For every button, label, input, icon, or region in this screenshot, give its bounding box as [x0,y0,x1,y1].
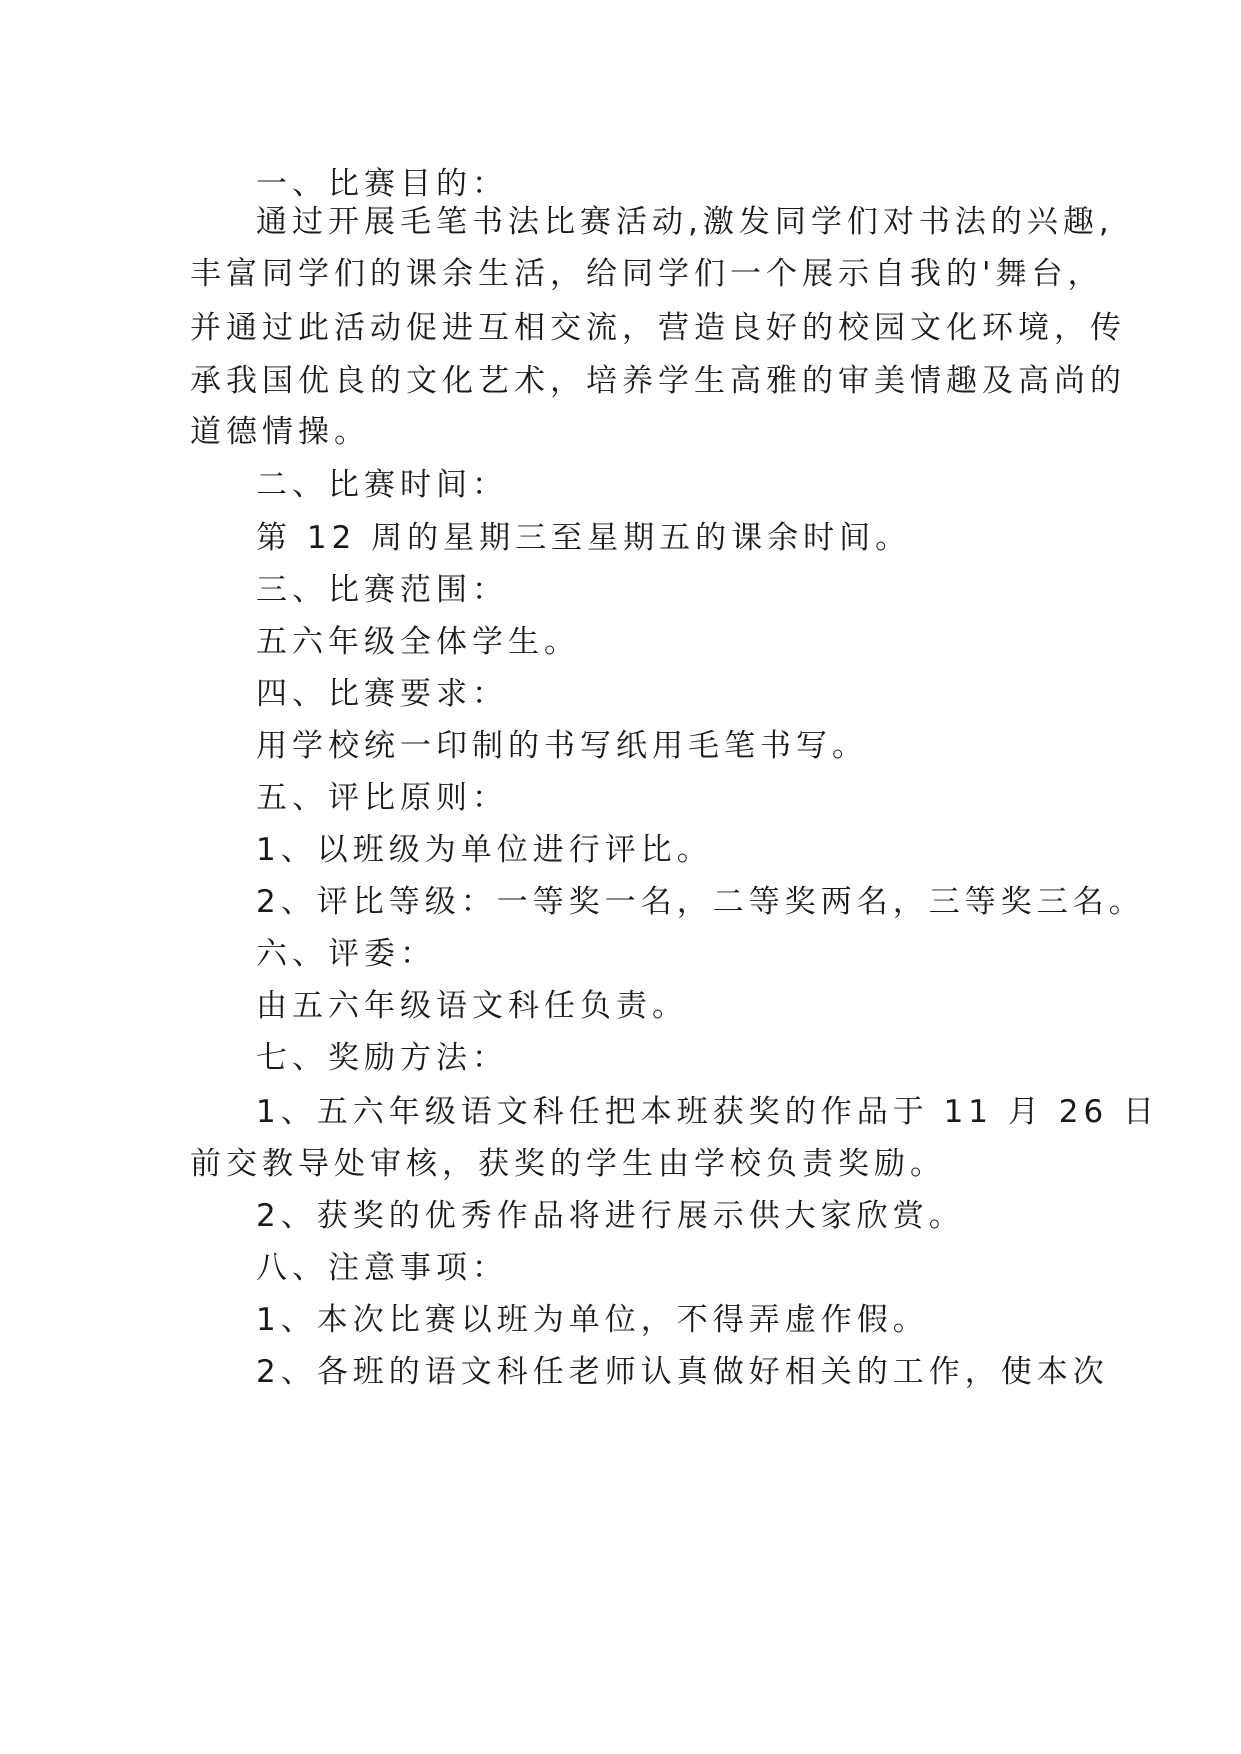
paragraph-line: 第 12 周的星期三至星期五的课余时间。 [256,520,912,556]
paragraph-line: 由五六年级语文科任负责。 [256,988,688,1024]
list-item: 1、本次比赛以班为单位，不得弄虚作假。 [256,1302,929,1338]
paragraph-line: 道德情操。 [190,414,370,450]
paragraph-line: 并通过此活动促进互相交流，营造良好的校园文化环境，传 [190,310,1126,346]
paragraph-line: 承我国优良的文化艺术，培养学生高雅的审美情趣及高尚的 [190,363,1126,399]
paragraph-line: 丰富同学们的课余生活，给同学们一个展示自我的'舞台， [190,256,1104,292]
list-item: 2、各班的语文科任老师认真做好相关的工作，使本次 [256,1354,1109,1390]
list-item: 1、五六年级语文科任把本班获奖的作品于 11 月 26 日 [256,1094,1160,1130]
section-heading-principles: 五、评比原则： [256,780,508,816]
section-heading-purpose: 一、比赛目的： [256,166,508,202]
paragraph-line: 前交教导处审核，获奖的学生由学校负责奖励。 [190,1146,946,1182]
list-item: 2、获奖的优秀作品将进行展示供大家欣赏。 [256,1198,965,1234]
paragraph-line: 五六年级全体学生。 [256,624,580,660]
section-heading-judges: 六、评委： [256,936,436,972]
section-heading-notes: 八、注意事项： [256,1250,508,1286]
section-heading-rewards: 七、奖励方法： [256,1040,508,1076]
section-heading-time: 二、比赛时间： [256,467,508,503]
section-heading-requirements: 四、比赛要求： [256,676,508,712]
section-heading-scope: 三、比赛范围： [256,572,508,608]
paragraph-line: 通过开展毛笔书法比赛活动,激发同学们对书法的兴趣, [256,204,1114,240]
list-item: 2、评比等级：一等奖一名，二等奖两名，三等奖三名。 [256,884,1145,920]
paragraph-line: 用学校统一印制的书写纸用毛笔书写。 [256,728,868,764]
list-item: 1、以班级为单位进行评比。 [256,832,713,868]
